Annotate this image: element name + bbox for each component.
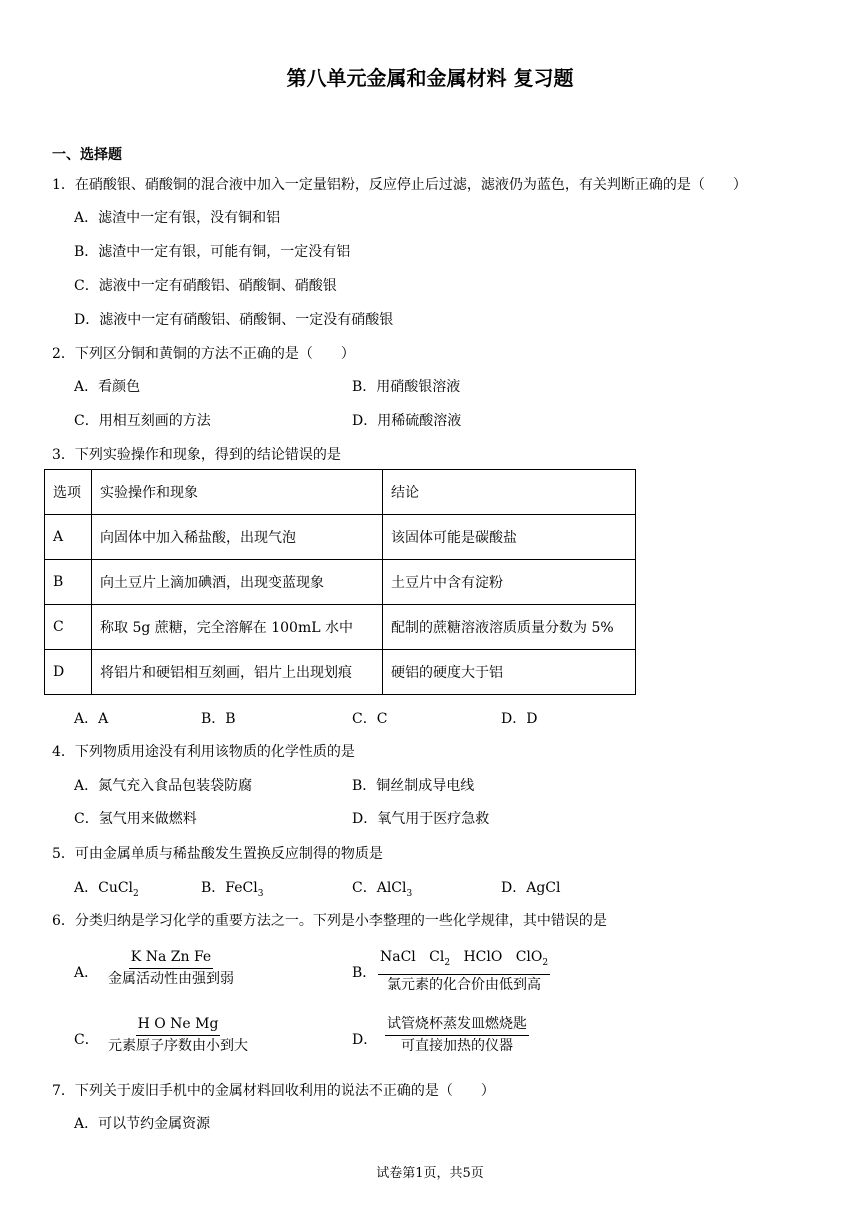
question-3: 3．下列实验操作和现象，得到的结论错误的是 (52, 447, 341, 463)
table-row (45, 560, 636, 605)
q3-option-d: D．D (501, 711, 538, 727)
question-5: 5．可由金属单质与稀盐酸发生置换反应制得的物质是 (52, 846, 383, 862)
fraction-denominator: 氯元素的化合价由低到高 (387, 976, 541, 993)
table-header: 结论 (383, 470, 636, 515)
q6-option-b-label: B． (352, 965, 377, 981)
q2-option-a: A．看颜色 (74, 379, 141, 395)
table-cell: A (45, 515, 92, 560)
fraction-numerator (378, 947, 550, 975)
q2-option-d: D．用稀硫酸溶液 (352, 413, 462, 429)
q6-option-c-label: C． (74, 1032, 99, 1048)
q1-option-b: B．滤渣中一定有银，可能有铜，一定没有铝 (74, 244, 351, 260)
experiment-table (44, 469, 636, 695)
table-header: 实验操作和现象 (92, 470, 383, 515)
q5-option-a-text: A．CuCl (74, 880, 134, 896)
table-cell: 向土豆片上滴加碘酒，出现变蓝现象 (92, 560, 383, 605)
q7-option-a: A．可以节约金属资源 (74, 1116, 211, 1132)
q1-option-d: D．滤液中一定有硝酸铝、硝酸铜、一定没有硝酸银 (74, 312, 394, 328)
q6-option-a-fraction (100, 947, 242, 989)
q5-option-b (201, 877, 263, 899)
fraction-numerator: 试管烧杯蒸发皿燃烧匙 (385, 1014, 529, 1036)
q3-option-c: C．C (352, 711, 388, 727)
q3-option-a: A．A (74, 711, 109, 727)
subscript: 3 (257, 888, 264, 899)
subscript: 2 (133, 888, 139, 899)
table-cell: 向固体中加入稀盐酸，出现气泡 (92, 515, 383, 560)
q2-option-b: B．用硝酸银溶液 (352, 379, 461, 395)
fraction-numerator: H O Ne Mg (136, 1014, 221, 1036)
q3-option-b: B．B (201, 711, 236, 727)
question-2: 2．下列区分铜和黄铜的方法不正确的是（ ） (52, 346, 355, 362)
table-header: 选项 (45, 470, 92, 515)
q6-option-a-label: A． (74, 965, 99, 981)
table-row (45, 650, 636, 695)
table-cell: D (45, 650, 92, 695)
q4-option-b: B．铜丝制成导电线 (352, 778, 475, 794)
q5-option-c-text: C．AlCl (352, 880, 407, 896)
question-4: 4．下列物质用途没有利用该物质的化学性质的是 (52, 744, 355, 760)
table-cell: 硬铝的硬度大于铝 (383, 650, 636, 695)
table-cell: 该固体可能是碳酸盐 (383, 515, 636, 560)
fraction-denominator: 可直接加热的仪器 (401, 1038, 513, 1054)
question-7: 7．下列关于废旧手机中的金属材料回收利用的说法不正确的是（ ） (52, 1083, 495, 1099)
question-6: 6．分类归纳是学习化学的重要方法之一。下列是小李整理的一些化学规律，其中错误的是 (52, 913, 607, 929)
table-row (45, 605, 636, 650)
formula-clo2: ClO (515, 949, 543, 965)
subscript: 2 (542, 957, 549, 968)
q4-option-c: C．氢气用来做燃料 (74, 811, 197, 827)
fraction-denominator: 元素原子序数由小到大 (108, 1038, 248, 1054)
formula-hclo: HClO (463, 949, 503, 965)
q4-option-a: A．氮气充入食品包装袋防腐 (74, 778, 253, 794)
question-1: 1．在硝酸银、硝酸铜的混合液中加入一定量铝粉，反应停止后过滤，滤液仍为蓝色，有关判断正确的是（ ） (52, 177, 747, 193)
table-cell: 土豆片中含有淀粉 (383, 560, 636, 605)
q6-option-d-label: D． (352, 1032, 378, 1048)
subscript: 3 (406, 888, 413, 899)
q1-option-a: A．滤渣中一定有银，没有铜和铝 (74, 210, 281, 226)
formula-cl2: Cl (429, 949, 445, 965)
q5-option-a (74, 877, 139, 899)
q6-option-c-fraction (100, 1014, 256, 1056)
q5-option-c (352, 877, 412, 899)
table-cell: 将铝片和硬铝相互刻画，铝片上出现划痕 (92, 650, 383, 695)
section-heading: 一、选择题 (52, 147, 122, 163)
q4-option-d: D．氧气用于医疗急救 (352, 811, 490, 827)
page-footer: 试卷第1页，共5页 (376, 1166, 484, 1181)
table-cell: C (45, 605, 92, 650)
q2-option-c: C．用相互刻画的方法 (74, 413, 211, 429)
table-header-row (45, 470, 636, 515)
fraction-numerator: K Na Zn Fe (129, 947, 213, 969)
q1-option-c: C．滤液中一定有硝酸铝、硝酸铜、硝酸银 (74, 278, 337, 294)
formula-nacl: NaCl (380, 949, 416, 965)
fraction-denominator: 金属活动性由强到弱 (108, 971, 234, 987)
q6-option-b-fraction (378, 947, 550, 995)
subscript: 2 (444, 957, 451, 968)
table-cell: B (45, 560, 92, 605)
q6-option-d-fraction (376, 1014, 538, 1056)
table-cell: 称取 5g 蔗糖，完全溶解在 100mL 水中 (92, 605, 383, 650)
q5-option-d: D．AgCl (501, 880, 561, 896)
table-cell: 配制的蔗糖溶液溶质质量分数为 5% (383, 605, 636, 650)
q5-option-b-text: B．FeCl (201, 880, 258, 896)
page-title: 第八单元金属和金属材料 复习题 (286, 66, 574, 90)
table-row (45, 515, 636, 560)
